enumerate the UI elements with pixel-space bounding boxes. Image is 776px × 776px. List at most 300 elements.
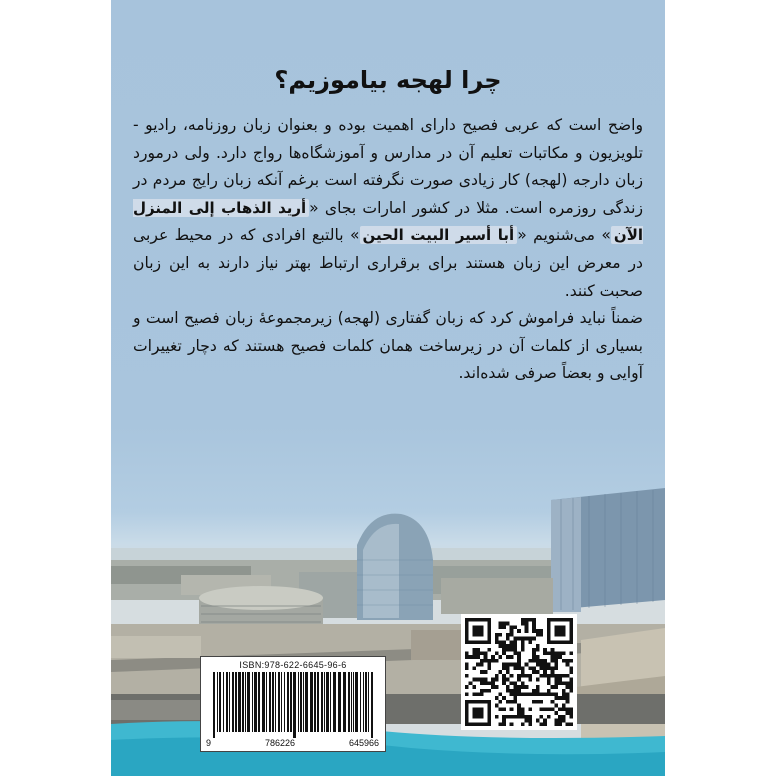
barcode-bar (351, 672, 352, 732)
qr-module (554, 696, 558, 700)
qr-module (517, 689, 521, 693)
qr-module (539, 707, 543, 711)
qr-module (521, 648, 525, 652)
qr-module (517, 637, 521, 641)
qr-module (562, 719, 566, 723)
qr-module (543, 648, 547, 652)
barcode-bar (305, 672, 308, 732)
qr-module (465, 655, 469, 659)
qr-module (480, 692, 484, 696)
qr-module (547, 663, 551, 667)
qr-module (543, 719, 547, 723)
qr-module (472, 666, 476, 670)
barcode-bar (262, 672, 265, 732)
qr-module (510, 663, 514, 667)
qr-module (521, 640, 525, 644)
qr-module (569, 707, 573, 711)
qr-module (521, 622, 525, 626)
qr-module (554, 685, 558, 689)
qr-module (517, 707, 521, 711)
qr-module (517, 715, 521, 719)
qr-module (539, 629, 543, 633)
qr-module (554, 666, 558, 670)
qr-module (569, 666, 573, 670)
qr-module (566, 711, 570, 715)
qr-module (510, 707, 514, 711)
qr-module (502, 678, 506, 682)
qr-module (543, 722, 547, 726)
qr-module (513, 715, 517, 719)
qr-module (476, 663, 480, 667)
qr-module (491, 685, 495, 689)
qr-module (532, 666, 536, 670)
qr-module (539, 659, 543, 663)
barcode-bar (300, 672, 302, 732)
qr-module (506, 700, 510, 704)
barcode-bar (247, 672, 250, 732)
qr-module (528, 666, 532, 670)
qr-module (499, 722, 503, 726)
qr-module (510, 633, 514, 637)
qr-module (558, 719, 562, 723)
qr-module (465, 663, 469, 667)
qr-module (499, 655, 503, 659)
qr-module (532, 648, 536, 652)
qr-module (513, 640, 517, 644)
qr-module (536, 700, 540, 704)
qr-module (506, 689, 510, 693)
qr-module (480, 663, 484, 667)
barcode-bar (242, 672, 244, 732)
qr-module (543, 670, 547, 674)
barcode-bar (238, 672, 241, 732)
qr-module (487, 666, 491, 670)
qr-module (502, 696, 506, 700)
paragraph-1-lead: واضح است که عربی فصیح دارای اهمیت بوده و بعنوان زبان روزنامه، رادیو - تلویزیون و مکاتبات تعلیم آن در مدارس و آموزشگاه‌ها رواج دارد. ولی درمورد زبان دارجه (لهجه) کار زیادی صورت نگرفته است برغم آنکه زبان رایج مردم در زندگی روزمره است. مثلا در کشور امارات بجای « (133, 116, 643, 217)
qr-module (543, 663, 547, 667)
qr-module (510, 655, 514, 659)
qr-module (539, 666, 543, 670)
barcode-bar (223, 672, 224, 732)
qr-module (495, 637, 499, 641)
qr-module (536, 689, 540, 693)
qr-module (551, 655, 555, 659)
barcode-bar (293, 672, 296, 738)
qr-module (536, 663, 540, 667)
qr-module (536, 678, 540, 682)
qr-module (484, 659, 488, 663)
qr-module (528, 659, 532, 663)
qr-module (491, 678, 495, 682)
qr-module (562, 707, 566, 711)
qr-module (506, 670, 510, 674)
qr-module (539, 715, 543, 719)
qr-module (502, 663, 506, 667)
qr-module (528, 637, 532, 641)
qr-module (532, 659, 536, 663)
qr-module (551, 707, 555, 711)
qr-module (532, 625, 536, 629)
qr-module (525, 622, 529, 626)
qr-module (484, 689, 488, 693)
qr-module (484, 681, 488, 685)
qr-module (480, 678, 484, 682)
qr-module (566, 663, 570, 667)
qr-module (484, 678, 488, 682)
isbn-digits-right: 645966 (348, 738, 379, 748)
qr-module (513, 689, 517, 693)
qr-module (495, 652, 499, 656)
qr-module (491, 655, 495, 659)
qr-module (569, 678, 573, 682)
qr-module (532, 652, 536, 656)
qr-module (566, 681, 570, 685)
qr-module (539, 722, 543, 726)
isbn-digits (204, 738, 381, 748)
qr-module (465, 692, 469, 696)
qr-module (536, 648, 540, 652)
qr-module (536, 685, 540, 689)
qr-module (480, 689, 484, 693)
qr-module (513, 666, 517, 670)
qr-module (554, 692, 558, 696)
qr-module (539, 633, 543, 637)
qr-module (528, 722, 532, 726)
qr-module (513, 685, 517, 689)
isbn-label: ISBN:978-622-6645-96-6 (239, 660, 347, 670)
qr-module (566, 707, 570, 711)
qr-module (539, 674, 543, 678)
qr-module (525, 715, 529, 719)
qr-module (510, 644, 514, 648)
barcode-bar (229, 672, 230, 732)
qr-module (517, 655, 521, 659)
qr-module (480, 670, 484, 674)
qr-module (521, 711, 525, 715)
barcode-bar (365, 672, 367, 732)
qr-module (569, 670, 573, 674)
qr-module (521, 722, 525, 726)
barcode-bar (281, 672, 282, 732)
qr-module (502, 625, 506, 629)
qr-module (472, 655, 476, 659)
qr-module (506, 633, 510, 637)
qr-module (558, 681, 562, 685)
qr-module (517, 674, 521, 678)
qr-module (521, 685, 525, 689)
qr-module (521, 707, 525, 711)
qr-module (521, 674, 525, 678)
qr-module (554, 663, 558, 667)
barcode-bar (303, 672, 304, 732)
barcode-bar (272, 672, 274, 732)
paragraph-1-tail: » بالتبع افرادی که در محیط عربی در معرض این زبان هستند برای برقراری ارتباط بهتر نیاز دارند به این زبان صحبت کنند. (133, 226, 643, 300)
qr-module (510, 674, 514, 678)
qr-module (487, 659, 491, 663)
qr-code-pattern (465, 618, 573, 726)
qr-code (461, 614, 577, 730)
qr-module (502, 674, 506, 678)
qr-module (562, 715, 566, 719)
qr-module (510, 692, 514, 696)
qr-module (532, 692, 536, 696)
qr-module (562, 674, 566, 678)
qr-module (558, 707, 562, 711)
qr-module (569, 722, 573, 726)
qr-module (539, 692, 543, 696)
barcode-bar (213, 672, 215, 738)
qr-module (521, 637, 525, 641)
qr-module (539, 700, 543, 704)
barcode-bar (254, 672, 257, 732)
barcode-bar (368, 672, 369, 732)
qr-module (499, 692, 503, 696)
qr-module (517, 704, 521, 708)
qr-module (543, 666, 547, 670)
qr-module (465, 674, 469, 678)
qr-module (554, 711, 558, 715)
qr-module (566, 700, 570, 704)
qr-module (554, 674, 558, 678)
barcode-bar (235, 672, 237, 732)
qr-module (554, 655, 558, 659)
qr-module (569, 715, 573, 719)
qr-module (499, 644, 503, 648)
barcode-bar (266, 672, 267, 732)
qr-module (517, 678, 521, 682)
qr-module (472, 692, 476, 696)
qr-module (558, 674, 562, 678)
qr-module (554, 704, 558, 708)
qr-module (562, 696, 566, 700)
qr-module (525, 618, 529, 622)
qr-module (480, 659, 484, 663)
qr-module (517, 711, 521, 715)
qr-finder-pattern (472, 625, 483, 636)
qr-module (510, 722, 514, 726)
barcode-bar (298, 672, 299, 732)
page-title: چرا لهجه بیاموزیم؟ (274, 66, 502, 94)
qr-module (491, 681, 495, 685)
qr-module (495, 674, 499, 678)
barcode-bar (355, 672, 358, 732)
qr-module (506, 685, 510, 689)
qr-module (502, 707, 506, 711)
qr-module (495, 685, 499, 689)
qr-module (543, 674, 547, 678)
qr-module (506, 655, 510, 659)
qr-module (554, 678, 558, 682)
qr-module (513, 692, 517, 696)
qr-module (517, 666, 521, 670)
barcode-bar (353, 672, 354, 732)
qr-module (510, 681, 514, 685)
qr-module (517, 652, 521, 656)
barcode-bar (278, 672, 280, 732)
barcode-bar (330, 672, 331, 732)
qr-module (513, 625, 517, 629)
qr-module (547, 666, 551, 670)
qr-module (499, 707, 503, 711)
qr-module (495, 640, 499, 644)
qr-module (551, 652, 555, 656)
qr-module (554, 652, 558, 656)
barcode-bar (310, 672, 313, 732)
qr-module (510, 629, 514, 633)
qr-module (562, 704, 566, 708)
qr-module (532, 629, 536, 633)
qr-module (510, 625, 514, 629)
qr-module (491, 659, 495, 663)
qr-module (562, 689, 566, 693)
qr-module (547, 652, 551, 656)
qr-module (465, 685, 469, 689)
qr-module (476, 692, 480, 696)
qr-module (558, 696, 562, 700)
qr-finder-pattern (554, 625, 565, 636)
qr-module (495, 715, 499, 719)
barcode-bar (287, 672, 289, 732)
qr-module (510, 715, 514, 719)
qr-module (532, 622, 536, 626)
qr-module (525, 719, 529, 723)
qr-module (547, 692, 551, 696)
qr-module (528, 715, 532, 719)
qr-module (510, 700, 514, 704)
qr-module (525, 692, 529, 696)
qr-module (528, 640, 532, 644)
barcode-bar (317, 672, 319, 732)
qr-module (566, 674, 570, 678)
qr-module (547, 678, 551, 682)
qr-module (472, 685, 476, 689)
qr-module (562, 681, 566, 685)
qr-module (502, 652, 506, 656)
qr-module (551, 692, 555, 696)
qr-module (506, 622, 510, 626)
qr-module (536, 659, 540, 663)
barcode-bar (360, 672, 361, 732)
qr-module (502, 722, 506, 726)
qr-module (476, 655, 480, 659)
qr-module (487, 663, 491, 667)
qr-module (513, 648, 517, 652)
barcode-bar (371, 672, 373, 738)
qr-module (569, 685, 573, 689)
qr-module (472, 652, 476, 656)
qr-module (562, 652, 566, 656)
qr-module (536, 629, 540, 633)
qr-module (547, 689, 551, 693)
qr-module (506, 644, 510, 648)
qr-module (513, 637, 517, 641)
qr-module (502, 622, 506, 626)
qr-module (551, 685, 555, 689)
qr-module (484, 655, 488, 659)
barcode-bar (326, 672, 329, 732)
qr-module (495, 696, 499, 700)
qr-module (566, 692, 570, 696)
qr-module (521, 644, 525, 648)
qr-module (528, 707, 532, 711)
qr-module (536, 633, 540, 637)
qr-module (554, 722, 558, 726)
qr-module (502, 715, 506, 719)
barcode-bar (232, 672, 234, 732)
qr-module (525, 663, 529, 667)
qr-module (547, 715, 551, 719)
qr-module (554, 719, 558, 723)
barcode-bar (343, 672, 346, 732)
qr-module (472, 648, 476, 652)
qr-module (569, 659, 573, 663)
qr-module (506, 648, 510, 652)
text-block (133, 66, 643, 388)
qr-module (536, 670, 540, 674)
qr-module (465, 652, 469, 656)
qr-module (510, 648, 514, 652)
qr-module (521, 681, 525, 685)
qr-finder-pattern (472, 707, 483, 718)
qr-module (502, 644, 506, 648)
barcode-bar (269, 672, 271, 732)
qr-module (521, 692, 525, 696)
barcode-bar (333, 672, 336, 732)
qr-module (566, 685, 570, 689)
qr-module (547, 681, 551, 685)
qr-module (525, 629, 529, 633)
qr-module (536, 655, 540, 659)
qr-module (506, 678, 510, 682)
qr-module (532, 618, 536, 622)
qr-module (528, 692, 532, 696)
qr-module (551, 670, 555, 674)
qr-module (502, 666, 506, 670)
qr-module (513, 681, 517, 685)
barcode-bar (217, 672, 218, 732)
barcode-bar (258, 672, 260, 732)
qr-module (532, 689, 536, 693)
qr-module (499, 640, 503, 644)
qr-module (551, 666, 555, 670)
qr-module (476, 678, 480, 682)
qr-module (499, 625, 503, 629)
qr-module (502, 719, 506, 723)
qr-module (525, 625, 529, 629)
qr-module (547, 674, 551, 678)
qr-module (547, 707, 551, 711)
qr-module (495, 678, 499, 682)
qr-module (487, 648, 491, 652)
book-back-cover (111, 0, 665, 776)
qr-module (506, 637, 510, 641)
barcode-bar (338, 672, 341, 732)
qr-module (543, 652, 547, 656)
qr-module (521, 715, 525, 719)
qr-module (480, 652, 484, 656)
qr-module (513, 652, 517, 656)
qr-module (551, 700, 555, 704)
qr-module (536, 692, 540, 696)
qr-module (551, 674, 555, 678)
qr-module (562, 692, 566, 696)
qr-module (476, 648, 480, 652)
qr-module (543, 659, 547, 663)
qr-module (502, 648, 506, 652)
paragraph-2: ضمناً نباید فراموش کرد که زبان گفتاری (لهجه) زیرمجموعهٔ زبان فصیح است و بسیاری از کلمات آن در زیرساخت همان کلمات فصیح هستند که دچار تغییرات آوایی و بعضاً صرفی شده‌اند. (133, 309, 643, 383)
qr-module (517, 659, 521, 663)
qr-module (532, 637, 536, 641)
